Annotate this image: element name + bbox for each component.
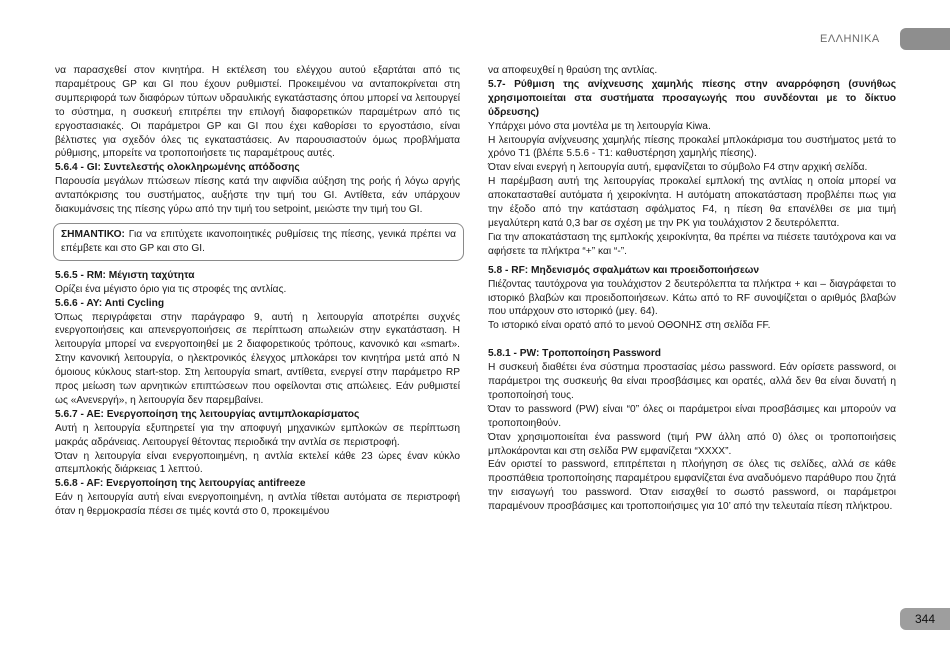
paragraph: να παρασχεθεί στον κινητήρα. Η εκτέλεση του ελέγχου αυτού εξαρτάται από τις παραμέτρους GP και GI που έχουν ρυθμιστεί. Προκειμένου να ανταποκρίνεται στη συμπεριφορά των διαφόρων τύπων υδραυλικής εγκατάστασης όπου μπορεί να λειτουργεί το σύστημα, η συσκευή επιτρέπει την επιλογή διαφορετικών παραμέτρων από τις εργοστασιακές. Οι παράμετροι GP και GI που έχει καθορίσει το εργοστάσιο, είναι βέλτιστες για σχεδόν όλες τις εγκαταστάσεις. Αν παρουσιαστούν όμως προβλήματα ρύθμισης, μπορείτε να τροποποιήσετε τις παραμέτρους αυτές.	[55, 65, 460, 160]
paragraph: Η συσκευή διαθέτει ένα σύστημα προστασίας μέσω password. Εάν ορίσετε password, οι παράμετροι της συσκευής θα είναι προσβάσιμες και ορατές, αλλά δεν θα είναι δυνατή η τροποποίησή τους.	[488, 362, 896, 401]
language-tab-marker	[900, 28, 950, 50]
paragraph: Για την αποκατάσταση της εμπλοκής χειροκίνητα, θα πρέπει να πιέσετε ταυτόχρονα και να αφήσετε τα πλήκτρα “+” και “-”.	[488, 231, 896, 257]
section-heading-5-7: 5.7- Ρύθμιση της ανίχνευσης χαμηλής πίεσης στην αναρρόφηση (συνήθως χρησιμοποιείται στα συστήματα προσαγωγής που συνδέονται με το δίκτυο ύδρευσης)	[488, 78, 896, 118]
page-number: 344	[900, 608, 950, 630]
paragraph: Υπάρχει μόνο στα μοντέλα με τη λειτουργία Kiwa.	[488, 120, 711, 132]
paragraph: Παρουσία μεγάλων πτώσεων πίεσης κατά την αιφνίδια αύξηση της ροής ή λόγω αργής ανταπόκρισης του συστήματος, αυξήστε την τιμή του GI. Αντίθετα, εάν υπάρχουν διακυμάνσεις της πίεσης γύρω από την τιμή του setpoint, μειώστε την τιμή του GI.	[55, 176, 460, 216]
paragraph: Η λειτουργία ανίχνευσης χαμηλής πίεσης προκαλεί μπλοκάρισμα του συστήματος μετά το χρόνο T1 (βλέπε 5.5.6 - T1: καθυστέρηση χαμηλής πίεσης).	[488, 134, 896, 160]
paragraph: Ορίζει ένα μέγιστο όριο για τις στροφές της αντλίας.	[55, 283, 287, 295]
important-notice	[53, 223, 464, 261]
paragraph: Το ιστορικό είναι ορατό από το μενού ΟΘΟΝΗΣ στη σελίδα FF.	[488, 320, 771, 332]
left-column	[55, 64, 460, 519]
paragraph: Εάν η λειτουργία αυτή είναι ενεργοποιημένη, η αντλία τίθεται αυτόματα σε περιστροφή όταν η θερμοκρασία πέσει σε τιμές κοντά στο 0, προκειμένου	[55, 492, 460, 518]
right-column	[488, 64, 896, 514]
paragraph: Όταν το password (PW) είναι “0” όλες οι παράμετροι είναι προσβάσιμες και μπορούν να τροποποιηθούν.	[488, 403, 896, 429]
paragraph: Πιέζοντας ταυτόχρονα για τουλάχιστον 2 δευτερόλεπτα τα πλήκτρα + και – διαγράφεται το ιστορικό βλαβών και προειδοποιήσεων. Κάτω από το RF συνοψίζεται ο αριθμός βλαβών που υπάρχουν στο ιστορικό (μεγ. 64).	[488, 278, 896, 318]
section-heading-5-8: 5.8 - RF: Μηδενισμός σφαλμάτων και προειδοποιήσεων	[488, 264, 760, 276]
paragraph: Η παρέμβαση αυτή της λειτουργίας προκαλεί εμπλοκή της αντλίας η οποία μπορεί να αποκατασταθεί αυτόματα ή χειροκίνητα. Η αυτόματη αποκατάσταση προβλέπει πως για την έξοδο από την κατάσταση σφάλματος F4, η πίεση θα επανέλθει σε μια τιμή μεγαλύτερη κατά 0,3 bar σε σχέση με την PK για τουλάχιστον 2 δευτερόλεπτα.	[488, 176, 896, 229]
section-heading-5-6-4: 5.6.4 - GI: Συντελεστής ολοκληρωμένης απόδοσης	[55, 162, 300, 174]
section-heading-5-6-6: 5.6.6 - AY: Anti Cycling	[55, 297, 165, 309]
paragraph: Όταν χρησιμοποιείται ένα password (τιμή PW άλλη από 0) όλες οι τροποποιήσεις μπλοκάρονται και στη σελίδα PW εμφανίζεται “XXXX”.	[488, 431, 896, 457]
notice-label: ΣΗΜΑΝΤΙΚΟ:	[61, 228, 125, 240]
paragraph: Όταν είναι ενεργή η λειτουργία αυτή, εμφανίζεται το σύμβολο F4 στην αρχική σελίδα.	[488, 162, 868, 174]
paragraph: Όπως περιγράφεται στην παράγραφο 9, αυτή η λειτουργία αποτρέπει συχνές ενεργοποιήσεις και απενεργοποιήσεις σε περίπτωση απωλειών στην εγκατάσταση. Η λειτουργία μπορεί να ενεργοποιηθεί με 2 διαφορετικούς τρόπους, κανονικό και «smart». Στην κανονική λειτουργία, ο ηλεκτρονικός έλεγχος μπλοκάρει τον κινητήρα μετά από Ν όμοιους κύκλους start-stop. Στη λειτουργία smart, αντίθετα, ενεργεί στην παράμετρο RP προς μείωση των αρνητικών επιπτώσεων που οφείλονται στις απώλειες. Εάν ρυθμιστεί ως «Ανενεργή», η λειτουργία δεν παρεμβαίνει.	[55, 311, 460, 406]
section-heading-5-6-8: 5.6.8 - AF: Ενεργοποίηση της λειτουργίας antifreeze	[55, 478, 306, 490]
paragraph: Όταν η λειτουργία είναι ενεργοποιημένη, η αντλία εκτελεί κάθε 23 ώρες έναν κύκλο απεμπλοκής διάρκειας 1 λεπτού.	[55, 450, 460, 476]
paragraph: Εάν οριστεί το password, επιτρέπεται η πλοήγηση σε όλες τις σελίδες, αλλά σε κάθε προσπάθεια τροποποίησης παραμέτρου εμφανίζεται ένα αναδυόμενο παράθυρο που ζητά την εισαγωγή του password. Όταν εισαχθεί το σωστό password, οι παράμετροι παραμένουν προσβάσιμες και τροποποιήσιμες για 10’ από την τελευταία πίεση πλήκτρου.	[488, 459, 896, 513]
notice-text: Για να επιτύχετε ικανοποιητικές ρυθμίσεις της πίεσης, γενικά πρέπει να επέμβετε και στο GP και στο GI.	[61, 228, 456, 254]
section-heading-5-6-5: 5.6.5 - RM: Μέγιστη ταχύτητα	[55, 269, 195, 281]
language-label: ΕΛΛΗΝΙΚΑ	[820, 33, 880, 45]
paragraph: να αποφευχθεί η θραύση της αντλίας.	[488, 65, 658, 76]
paragraph: Αυτή η λειτουργία εξυπηρετεί για την αποφυγή μηχανικών εμπλοκών σε περίπτωση μακράς αδράνειας. Λειτουργεί θέτοντας περιοδικά την αντλία σε περιστροφή.	[55, 422, 460, 448]
section-heading-5-8-1: 5.8.1 - PW: Τροποποίηση Password	[488, 348, 662, 360]
language-tab	[814, 28, 950, 50]
section-heading-5-6-7: 5.6.7 - AE: Ενεργοποίηση της λειτουργίας αντιμπλοκαρίσματος	[55, 408, 360, 420]
